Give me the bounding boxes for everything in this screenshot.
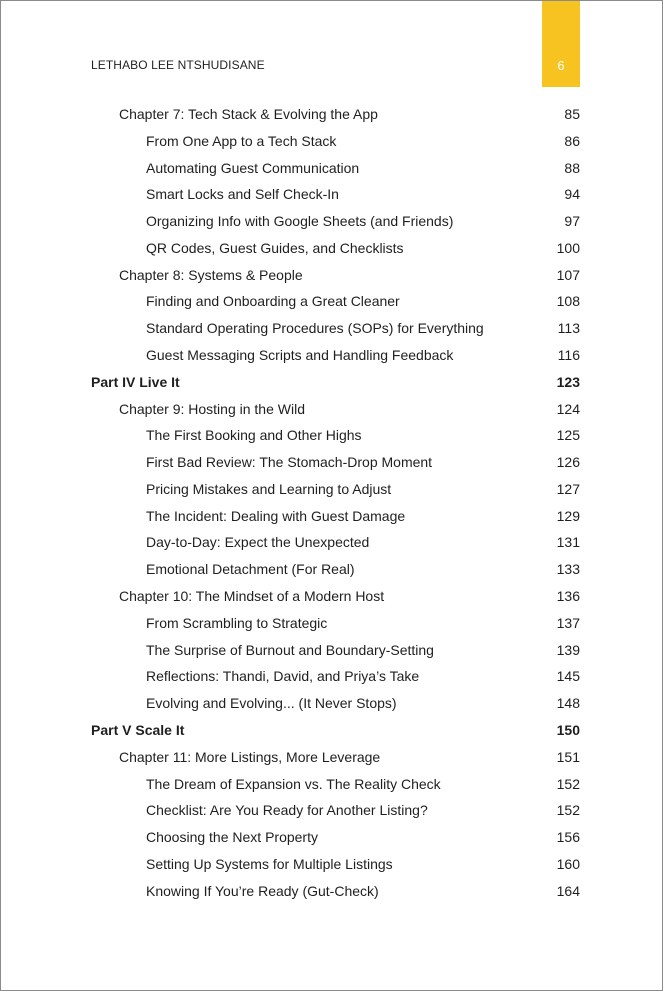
toc-section-title: The Incident: Dealing with Guest Damage <box>146 508 406 524</box>
toc-page-number: 107 <box>556 267 580 283</box>
toc-section-row <box>146 693 580 713</box>
toc-page-number: 129 <box>556 508 580 524</box>
page-number: 6 <box>557 58 565 73</box>
toc-page-number: 133 <box>556 561 580 577</box>
toc-page-number: 97 <box>564 213 580 229</box>
toc-page-number: 100 <box>556 240 580 256</box>
toc-part-row <box>91 372 580 392</box>
toc-section-title: QR Codes, Guest Guides, and Checklists <box>146 240 404 256</box>
toc-section-title: From Scrambling to Strategic <box>146 615 328 631</box>
toc-section-row <box>146 854 580 874</box>
toc-chapter-row <box>119 747 580 767</box>
toc-page-number: 145 <box>556 668 580 684</box>
toc-section-title: Finding and Onboarding a Great Cleaner <box>146 293 400 309</box>
page-number-tab <box>542 1 580 87</box>
toc-page-number: 139 <box>556 642 580 658</box>
toc-section-row <box>146 881 580 901</box>
toc-chapter-row <box>119 399 580 419</box>
toc-section-row <box>146 158 580 178</box>
toc-chapter-row <box>119 104 580 124</box>
toc-section-title: Standard Operating Procedures (SOPs) for Everything <box>146 320 484 336</box>
toc-page-number: 85 <box>564 106 580 122</box>
toc-page-number: 108 <box>556 293 580 309</box>
toc-section-title: First Bad Review: The Stomach-Drop Moment <box>146 454 433 470</box>
toc-section-row <box>146 211 580 231</box>
toc-section-title: From One App to a Tech Stack <box>146 133 337 149</box>
toc-chapter-row <box>119 265 580 285</box>
toc-page-number: 116 <box>557 347 580 363</box>
toc-section-row <box>146 613 580 633</box>
toc-section-row <box>146 345 580 365</box>
toc-page-number: 113 <box>557 320 580 336</box>
toc-section-title: Day-to-Day: Expect the Unexpected <box>146 534 370 550</box>
toc-section-title: The First Booking and Other Highs <box>146 427 362 443</box>
toc-page-number: 94 <box>564 186 580 202</box>
toc-section-title: Pricing Mistakes and Learning to Adjust <box>146 481 392 497</box>
toc-section-title: Automating Guest Communication <box>146 160 360 176</box>
toc-section-row <box>146 452 580 472</box>
toc-page-number: 131 <box>556 534 580 550</box>
toc-section-row <box>146 238 580 258</box>
toc-section-title: Emotional Detachment (For Real) <box>146 561 355 577</box>
toc-page-number: 160 <box>556 856 580 872</box>
toc-page-number: 123 <box>556 374 580 390</box>
toc-section-row <box>146 506 580 526</box>
toc-chapter-title: Chapter 10: The Mindset of a Modern Host <box>119 588 385 604</box>
toc-section-title: Evolving and Evolving... (It Never Stops) <box>146 695 397 711</box>
toc-section-title: Checklist: Are You Ready for Another Listing? <box>146 802 428 818</box>
toc-section-title: Organizing Info with Google Sheets (and Friends) <box>146 213 454 229</box>
toc-page-number: 136 <box>556 588 580 604</box>
toc-page-number: 126 <box>556 454 580 470</box>
toc-section-row <box>146 827 580 847</box>
toc-section-row <box>146 640 580 660</box>
toc-page-number: 125 <box>556 427 580 443</box>
toc-part-row <box>91 720 580 740</box>
toc-page-number: 124 <box>556 401 580 417</box>
toc-section-row <box>146 131 580 151</box>
toc-chapter-title: Chapter 9: Hosting in the Wild <box>119 401 305 417</box>
toc-part-title: Part V Scale It <box>91 722 185 738</box>
toc-section-title: Setting Up Systems for Multiple Listings <box>146 856 393 872</box>
toc-page-number: 148 <box>556 695 580 711</box>
toc-section-row <box>146 800 580 820</box>
toc-section-row <box>146 291 580 311</box>
toc-page-number: 164 <box>556 883 580 899</box>
toc-section-row <box>146 425 580 445</box>
toc-section-row <box>146 774 580 794</box>
toc-page-number: 137 <box>556 615 580 631</box>
toc-section-row <box>146 479 580 499</box>
toc-page-number: 151 <box>556 749 580 765</box>
toc-section-title: Guest Messaging Scripts and Handling Feedback <box>146 347 454 363</box>
toc-chapter-title: Chapter 7: Tech Stack & Evolving the App <box>119 106 378 122</box>
toc-section-title: Knowing If You’re Ready (Gut-Check) <box>146 883 379 899</box>
toc-section-row <box>146 532 580 552</box>
toc-section-row <box>146 559 580 579</box>
toc-page-number: 156 <box>556 829 580 845</box>
toc-chapter-row <box>119 586 580 606</box>
toc-chapter-title: Chapter 8: Systems & People <box>119 267 303 283</box>
toc-page-number: 86 <box>564 133 580 149</box>
toc-page-number: 152 <box>556 776 580 792</box>
toc-section-row <box>146 318 580 338</box>
toc-section-title: The Dream of Expansion vs. The Reality Check <box>146 776 441 792</box>
toc-page-number: 127 <box>556 481 580 497</box>
toc-page-number: 150 <box>556 722 580 738</box>
toc-page-number: 88 <box>564 160 580 176</box>
toc-page-number: 152 <box>556 802 580 818</box>
toc-section-row <box>146 666 580 686</box>
toc-section-title: Smart Locks and Self Check-In <box>146 186 339 202</box>
running-header-author: LETHABO LEE NTSHUDISANE <box>91 58 265 72</box>
toc-chapter-title: Chapter 11: More Listings, More Leverage <box>119 749 381 765</box>
toc-section-title: Reflections: Thandi, David, and Priya’s Take <box>146 668 420 684</box>
toc-part-title: Part IV Live It <box>91 374 180 390</box>
toc-section-title: Choosing the Next Property <box>146 829 318 845</box>
toc-section-title: The Surprise of Burnout and Boundary-Setting <box>146 642 434 658</box>
toc-section-row <box>146 184 580 204</box>
